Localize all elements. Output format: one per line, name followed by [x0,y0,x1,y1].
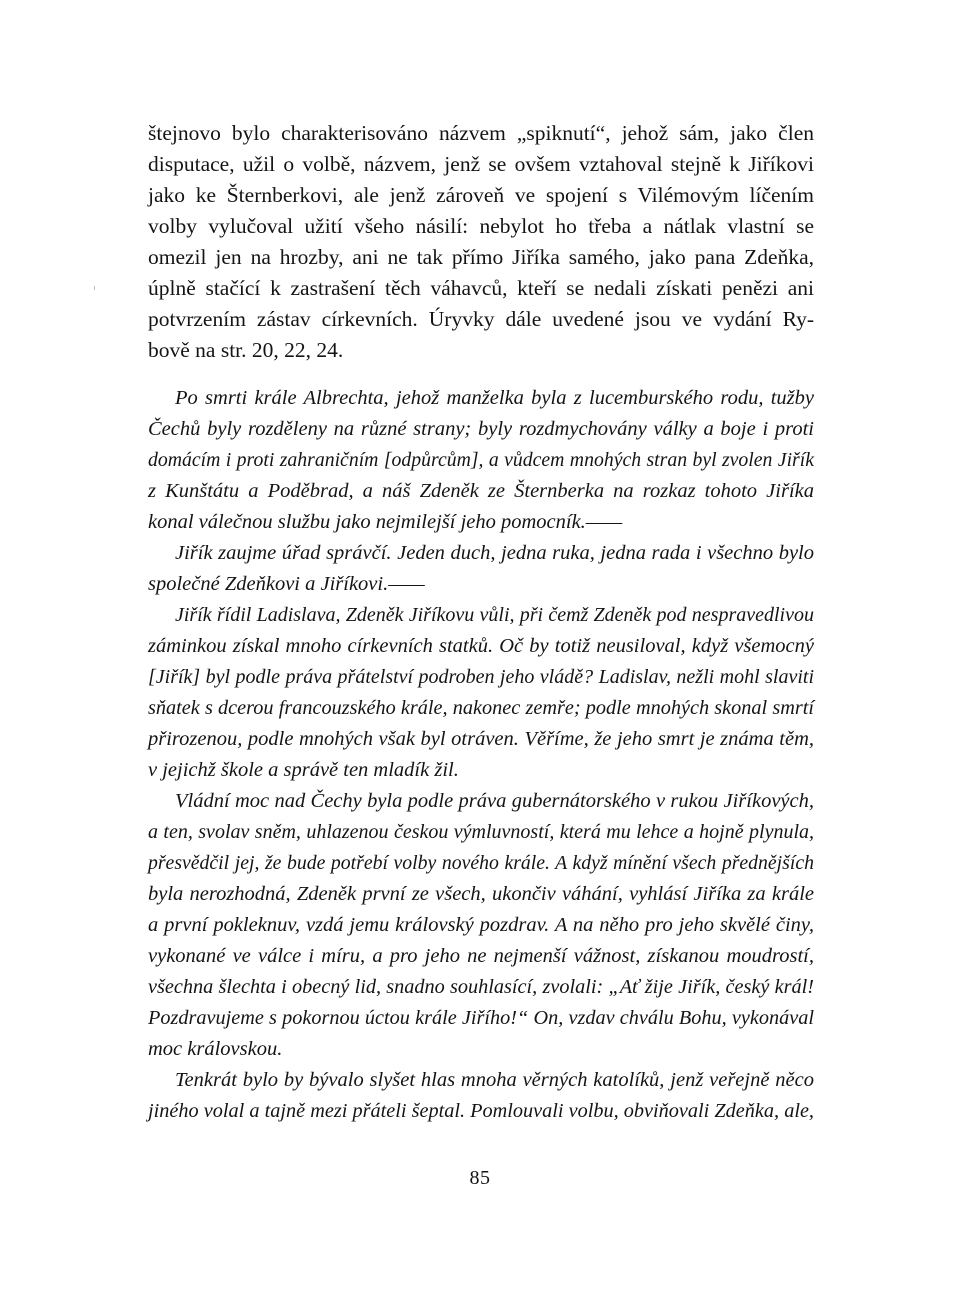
quote-line: záminkou získal mnoho církevních statků. Oč by totiž neusiloval, když všemocný [148,635,814,657]
page-number: 85 [469,1167,491,1189]
quote-line: všechna šlechta i obecný lid, snadno souhlasící, zvolali: „Ať žije Jiřík, český král! [148,976,814,998]
quote-line: sňatek s dcerou francouzského krále, nakonec zemře; podle mnohých skonal smrtí [148,697,814,719]
quote-line: z Kunštátu a Poděbrad, a náš Zdeněk ze Šternberka na rozkaz tohoto Jiříka [148,480,814,502]
quote-line: Čechů byly rozděleny na různé strany; byly rozdmychovány války a boje i proti [148,418,814,440]
quote-line: společné Zdeňkovi a Jiříkovi.—— [148,573,425,595]
quote-line: Po smrti krále Albrechta, jehož manželka byla z lucemburského rodu, tužby [175,387,814,409]
quote-line: moc královskou. [148,1038,283,1060]
quote-line: a ten, svolav sněm, uhlazenou českou výmluvností, která mu lehce a hojně plynula, [148,821,814,843]
intro-line: potvrzením zástav církevních. Úryvky dále uvedené jsou ve vydání Ry- [148,307,814,331]
quoted-excerpt [148,383,814,1127]
quote-line: v jejichž škole a správě ten mladík žil. [148,759,459,781]
intro-line: disputace, užil o volbě, názvem, jenž se ovšem vztahoval stejně k Jiříkovi [148,152,814,176]
quote-line: konal válečnou službu jako nejmilejší jeho pomocník.—— [148,511,623,533]
quote-line: domácím i proti zahraničním [odpůrcům], a vůdcem mnohých stran byl zvolen Jiřík [148,449,814,471]
quote-line: Jiřík řídil Ladislava, Zdeněk Jiříkovu vůli, při čemž Zdeněk pod nespravedlivou [175,604,814,626]
intro-paragraph [148,118,814,366]
quote-line: Tenkrát bylo by bývalo slyšet hlas mnoha věrných katolíků, jenž veřejně něco [175,1069,814,1091]
intro-line: omezil jen na hrozby, ani ne tak přímo Jiříka samého, jako pana Zdeňka, [148,245,814,269]
intro-line: volby vylučoval užití všeho násilí: nebylot ho třeba a nátlak vlastní se [148,214,814,238]
quote-line: [Jiřík] byl podle práva přátelství podroben jeho vládě? Ladislav, nežli mohl slaviti [148,666,814,688]
quote-line: jiného volal a tajně mezi přáteli šeptal. Pomlouvali volbu, obviňovali Zdeňka, ale, [148,1100,814,1122]
intro-line: jako ke Šternberkovi, ale jenž zároveň ve spojení s Vilémovým líčením [148,183,814,207]
intro-line: štejnovo bylo charakterisováno názvem „spiknutí“, jehož sám, jako člen [148,121,814,145]
quote-line: Jiřík zaujme úřad správčí. Jeden duch, jedna ruka, jedna rada i všechno bylo [175,542,814,564]
intro-line: úplně stačící k zastrašení těch váhavců, kteří se nedali získati penězi ani [148,276,814,300]
quote-line: přesvědčil jej, že bude potřebí volby nového krále. A když mínění všech přednějších [148,852,814,874]
margin-mark [94,286,95,290]
quote-line: vykonané ve válce i míru, a pro jeho ne nejmenší vážnost, získanou moudrostí, [148,945,814,967]
page-body [148,118,814,1127]
quote-line: byla nerozhodná, Zdeněk první ze všech, ukončiv váhání, vyhlásí Jiříka za krále [148,883,814,905]
quote-line: Vládní moc nad Čechy byla podle práva gubernátorského v rukou Jiříkových, [175,790,814,812]
quote-line: Pozdravujeme s pokornou úctou krále Jiřího!“ On, vzdav chválu Bohu, vykonával [148,1007,814,1029]
quote-line: a první pokleknuv, vzdá jemu královský pozdrav. A na něho pro jeho skvělé činy, [148,914,814,936]
intro-line: bově na str. 20, 22, 24. [148,338,344,362]
quote-line: přirozenou, podle mnohých však byl otráven. Věříme, že jeho smrt je známa těm, [148,728,814,750]
